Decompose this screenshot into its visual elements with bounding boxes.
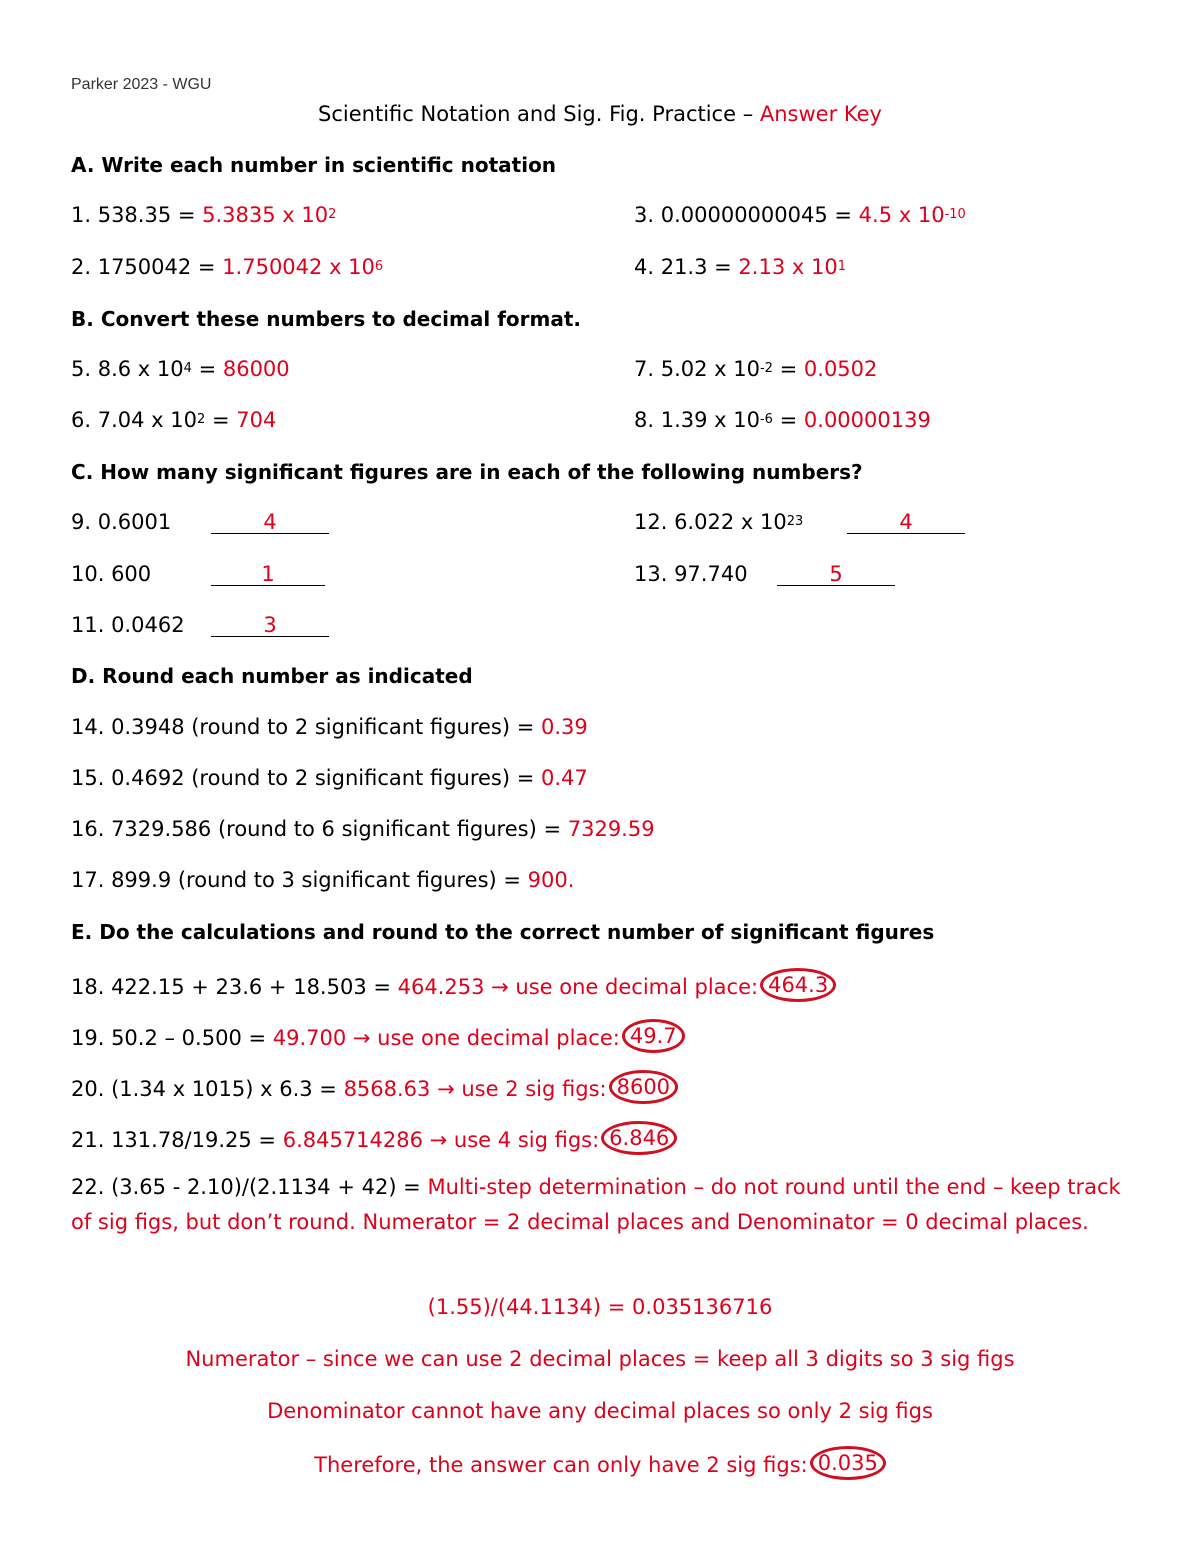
question-22-explanation: Multi-step determination – do not round until the end – keep track of sig figs, but don’t round. Numerator = 2 decimal places and Denominator = 0 decimal places. <box>71 1175 1121 1234</box>
question-22: 22. (3.65 - 2.10)/(2.1134 + 42) = Multi-step determination – do not round until the end – keep track of sig figs, but don’t round. Numerator = 2 decimal places and Denominator = 0 decimal places. <box>71 1175 1121 1234</box>
question-5: 5. 8.6 x $10^4 = 86000$ <box>71 357 290 381</box>
question-9: 9. 0.6001 <box>71 510 172 534</box>
q22-calculation: (1.55)/(44.1134) = 0.035136716 <box>427 1295 773 1319</box>
answer-blank-10: 1 <box>211 562 325 586</box>
circled-answer-19: 49.7 <box>622 1019 685 1053</box>
question-12: 12. 6.022 x $10^{23}$ <box>634 510 804 534</box>
section-c-heading: C. How many significant figures are in each of the following numbers? <box>71 460 863 484</box>
question-3: 3. 0.00000000045 = 4.5 x $10^{-10}$ <box>634 203 966 227</box>
question-10: 10. 600 <box>71 562 152 586</box>
section-e-heading: E. Do the calculations and round to the correct number of significant figures <box>71 920 935 944</box>
question-21: 21. 131.78/19.25 = 6.845714286 → use 4 sig figs: 6.846 <box>71 1123 677 1157</box>
section-d-heading: D. Round each number as indicated <box>71 664 473 688</box>
question-11: 11. 0.0462 <box>71 613 185 637</box>
question-1: 1. 538.35 = 5.3835 x $10^2$ <box>71 203 337 227</box>
question-17: 17. 899.9 (round to 3 significant figures) = 900. <box>71 868 575 892</box>
answer-blank-9: 4 <box>211 510 329 534</box>
circled-answer-20: 8600 <box>609 1070 678 1104</box>
question-13: 13. 97.740 <box>634 562 748 586</box>
q22-conclusion: Therefore, the answer can only have 2 sig figs: 0.035 <box>0 1448 1200 1482</box>
question-20: 20. (1.34 x 1015) x 6.3 = 8568.63 → use 2 sig figs: 8600 <box>71 1072 678 1106</box>
question-2: 2. 1750042 = 1.750042 x $10^6$ <box>71 255 384 279</box>
q22-denominator-note: Denominator cannot have any decimal places so only 2 sig figs <box>267 1399 933 1423</box>
question-16: 16. 7329.586 (round to 6 significant figures) = 7329.59 <box>71 817 655 841</box>
page-title: Scientific Notation and Sig. Fig. Practice – Answer Key <box>318 102 882 126</box>
answer-key-label: Answer Key <box>759 102 882 126</box>
section-a-heading: A. Write each number in scientific notation <box>71 153 557 177</box>
question-6: 6. 7.04 x $10^2 = 704$ <box>71 408 277 432</box>
circled-answer-22: 0.035 <box>810 1446 886 1480</box>
answer-blank-12: 4 <box>847 510 965 534</box>
answer-blank-11: 3 <box>211 613 329 637</box>
question-18: 18. 422.15 + 23.6 + 18.503 = 464.253 → use one decimal place: 464.3 <box>71 970 836 1004</box>
q22-numerator-note: Numerator – since we can use 2 decimal places = keep all 3 digits so 3 sig figs <box>185 1347 1015 1371</box>
section-b-heading: B. Convert these numbers to decimal format. <box>71 307 581 331</box>
circled-answer-21: 6.846 <box>601 1121 677 1155</box>
question-7: 7. 5.02 x $10^{-2} = 0.0502$ <box>634 357 878 381</box>
question-15: 15. 0.4692 (round to 2 significant figures) = 0.47 <box>71 766 588 790</box>
question-19: 19. 50.2 – 0.500 = 49.700 → use one decimal place: 49.7 <box>71 1021 685 1055</box>
page-header: Parker 2023 - WGU <box>71 76 212 93</box>
question-4: 4. 21.3 = 2.13 x $10^1$ <box>634 255 846 279</box>
question-8: 8. 1.39 x $10^{-6} = 0.00000139$ <box>634 408 931 432</box>
question-14: 14. 0.3948 (round to 2 significant figures) = 0.39 <box>71 715 588 739</box>
answer-blank-13: 5 <box>777 562 895 586</box>
circled-answer-18: 464.3 <box>760 968 836 1002</box>
